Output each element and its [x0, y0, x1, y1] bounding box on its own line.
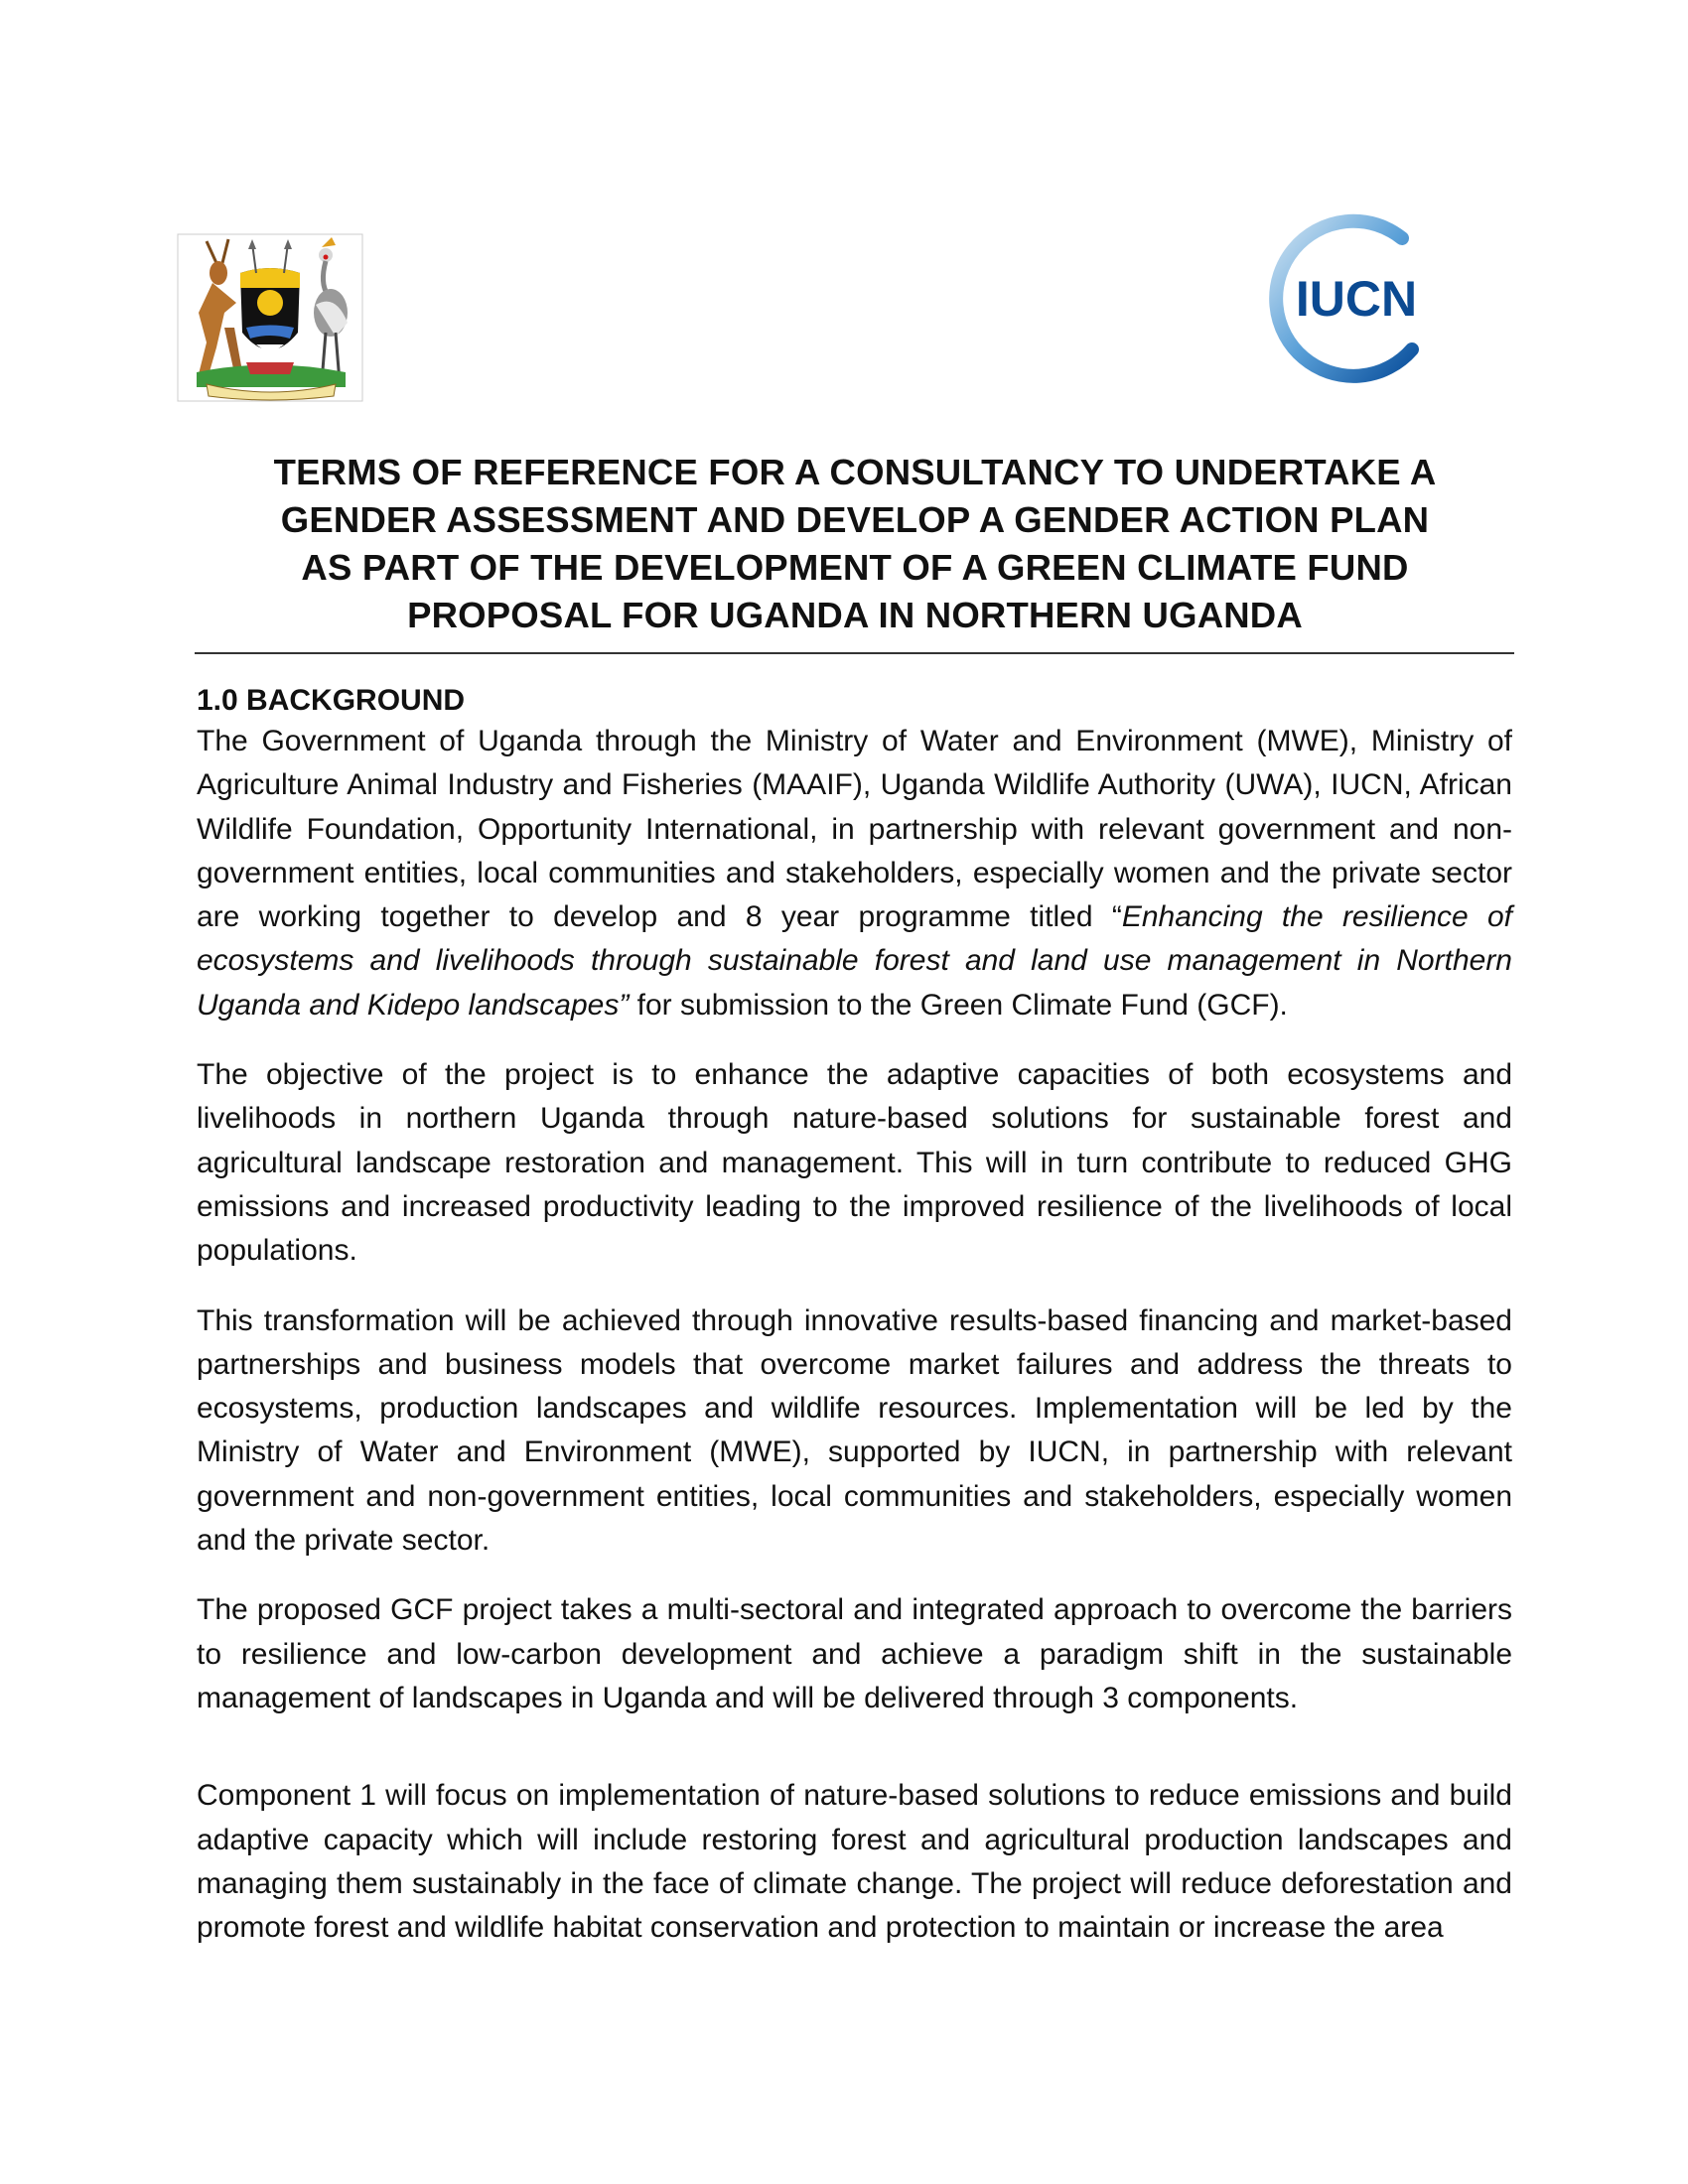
iucn-logo-icon: [1263, 208, 1438, 383]
document-title: [195, 449, 1515, 639]
iucn-logo: [1263, 208, 1438, 383]
paragraph-5: Component 1 will focus on implementation of nature-based solutions to reduce emissions and build adaptive capacity which will include restoring forest and agricultural production landscapes and managing them sustainably in the face of climate change. The project will reduce deforestation and promote forest and wildlife habitat conservation and protection to maintain or increase the area: [197, 1779, 1512, 1945]
coat-of-arms-icon: [177, 233, 363, 402]
paragraph-1-end: for submission to the Green Climate Fund (GCF).: [629, 988, 1288, 1022]
title-line: AS PART OF THE DEVELOPMENT OF A GREEN CLIMATE FUND: [301, 547, 1409, 588]
title-line: TERMS OF REFERENCE FOR A CONSULTANCY TO UNDERTAKE A: [273, 452, 1437, 492]
section-heading: 1.0 BACKGROUND: [197, 684, 466, 717]
programme-title: Enhancing the resilience of ecosystems and livelihoods through sustainable forest and land use management in Northern Uganda and Kidepo landscapes”: [197, 900, 1512, 1022]
uganda-coat-of-arms-logo: [177, 233, 363, 402]
paragraph-2: The objective of the project is to enhance the adaptive capacities of both ecosystems and livelihoods in northern Uganda through nature-based solutions for sustainable forest and agricultural landscape restoration and management. This will in turn contribute to reduced GHG emissions and increased productivity leading to the improved resilience of the livelihoods of local populations.: [197, 1058, 1512, 1268]
iucn-logo-text: IUCN: [1295, 271, 1418, 327]
title-divider: [195, 652, 1514, 654]
paragraph-3: This transformation will be achieved through innovative results-based financing and market-based partnerships and business models that overcome market failures and address the threats to ecosystems, production landscapes and wildlife resources. Implementation will be led by the Ministry of Water and Environment (MWE), supported by IUCN, in partnership with relevant government and non-government entities, local communities and stakeholders, especially women and the private sector.: [197, 1303, 1512, 1558]
title-line: GENDER ASSESSMENT AND DEVELOP A GENDER ACTION PLAN: [280, 499, 1430, 540]
paragraph-1: [197, 720, 1512, 1027]
paragraph-4: The proposed GCF project takes a multi-sectoral and integrated approach to overcome the barriers to resilience and low-carbon development and achieve a paradigm shift in the sustainable management of landscapes in Uganda and will be delivered through 3 components.: [197, 1593, 1512, 1714]
paragraph-1-text: The Government of Uganda through the Ministry of Water and Environment (MWE), Ministry of Agriculture Animal Industry and Fisheries (MAAIF), Uganda Wildlife Authority (UWA), IUCN, African Wildlife Foundation, Opportunity International, in partnership with relevant government and non-government entities, local communities and stakeholders, especially women and the private sector are working together to develop and 8 year programme titled “: [197, 725, 1512, 934]
background-section: [197, 682, 1512, 1950]
title-line: PROPOSAL FOR UGANDA IN NORTHERN UGANDA: [407, 595, 1303, 635]
